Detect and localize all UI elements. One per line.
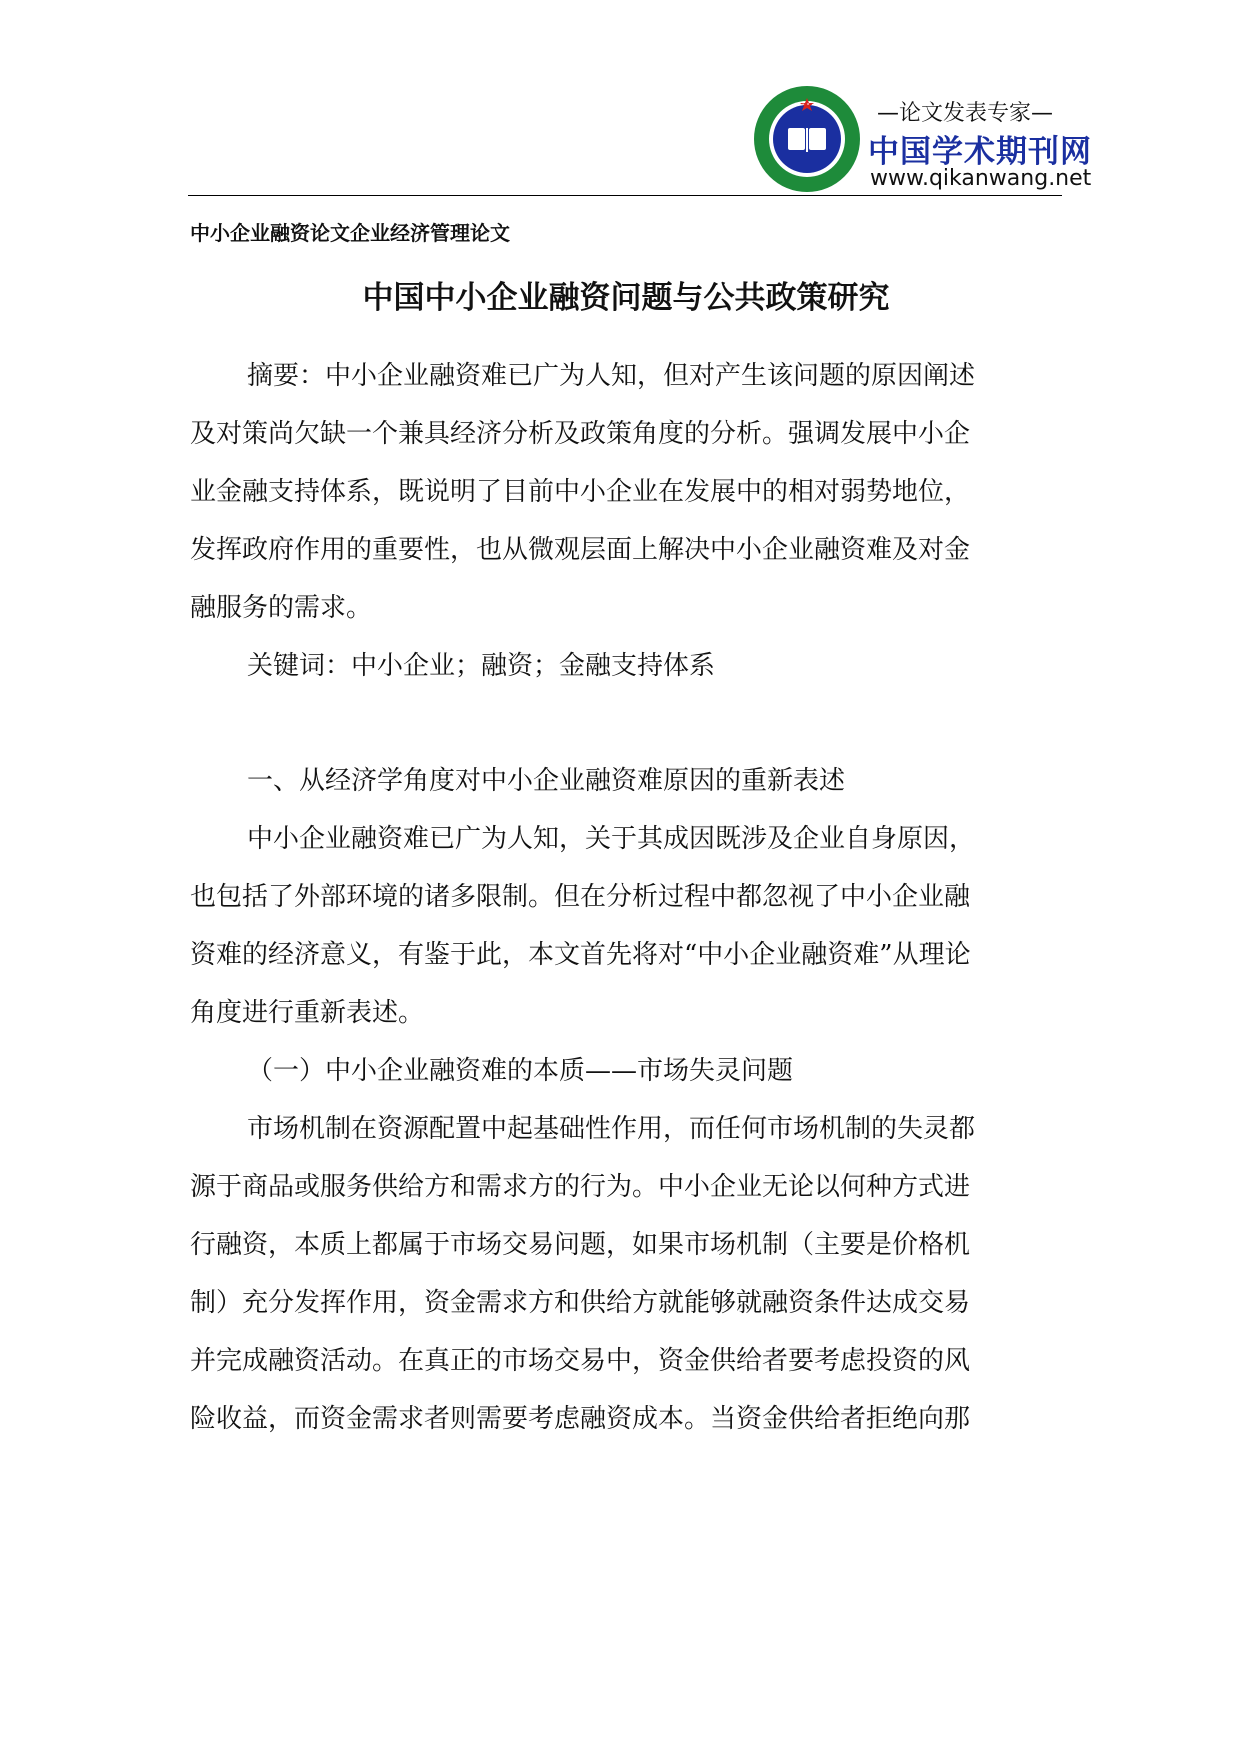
abstract-line: 融服务的需求。 [190, 593, 373, 623]
logo-url: www.qikanwang.net [870, 166, 1092, 191]
abstract-line: 及对策尚欠缺一个兼具经济分析及政策角度的分析。强调发展中小企 [190, 419, 971, 449]
header-rule [188, 195, 1062, 196]
blank-line [190, 695, 1062, 752]
paragraph-line: 角度进行重新表述。 [190, 998, 425, 1028]
paragraph-line: 并完成融资活动。在真正的市场交易中，资金供给者要考虑投资的风 [190, 1346, 971, 1376]
paragraph-line: 中小企业融资难已广为人知，关于其成因既涉及企业自身原因， [247, 824, 976, 854]
paragraph-line: 制）充分发挥作用，资金需求方和供给方就能够就融资条件达成交易 [190, 1288, 971, 1318]
header-logo [752, 84, 1092, 194]
document-title: 中国中小企业融资问题与公共政策研究 [362, 280, 890, 316]
paragraph-line: 行融资，本质上都属于市场交易问题，如果市场机制（主要是价格机 [190, 1230, 971, 1260]
paragraph-line: 源于商品或服务供给方和需求方的行为。中小企业无论以何种方式进 [190, 1172, 971, 1202]
document-body [190, 347, 1062, 1448]
logo-tagline: —论文发表专家— [876, 101, 1053, 126]
keywords: 关键词：中小企业；融资；金融支持体系 [247, 651, 716, 681]
qikanwang-seal-icon [752, 84, 862, 194]
abstract-line: 摘要：中小企业融资难已广为人知，但对产生该问题的原因阐述 [247, 361, 976, 391]
paragraph-line: 资难的经济意义，有鉴于此，本文首先将对“中小企业融资难”从理论 [190, 940, 971, 970]
running-head: 中小企业融资论文企业经济管理论文 [190, 221, 510, 245]
paragraph-line: 险收益，而资金需求者则需要考虑融资成本。当资金供给者拒绝向那 [190, 1404, 971, 1434]
section-heading: 一、从经济学角度对中小企业融资难原因的重新表述 [247, 766, 846, 796]
paragraph-line: 市场机制在资源配置中起基础性作用，而任何市场机制的失灵都 [247, 1114, 976, 1144]
abstract-line: 业金融支持体系，既说明了目前中小企业在发展中的相对弱势地位， [190, 477, 971, 507]
paragraph-line: 也包括了外部环境的诸多限制。但在分析过程中都忽视了中小企业融 [190, 882, 971, 912]
logo-name: 中国学术期刊网 [868, 134, 1092, 170]
abstract-line: 发挥政府作用的重要性，也从微观层面上解决中小企业融资难及对金 [190, 535, 971, 565]
subsection-heading: （一）中小企业融资难的本质——市场失灵问题 [247, 1056, 794, 1086]
